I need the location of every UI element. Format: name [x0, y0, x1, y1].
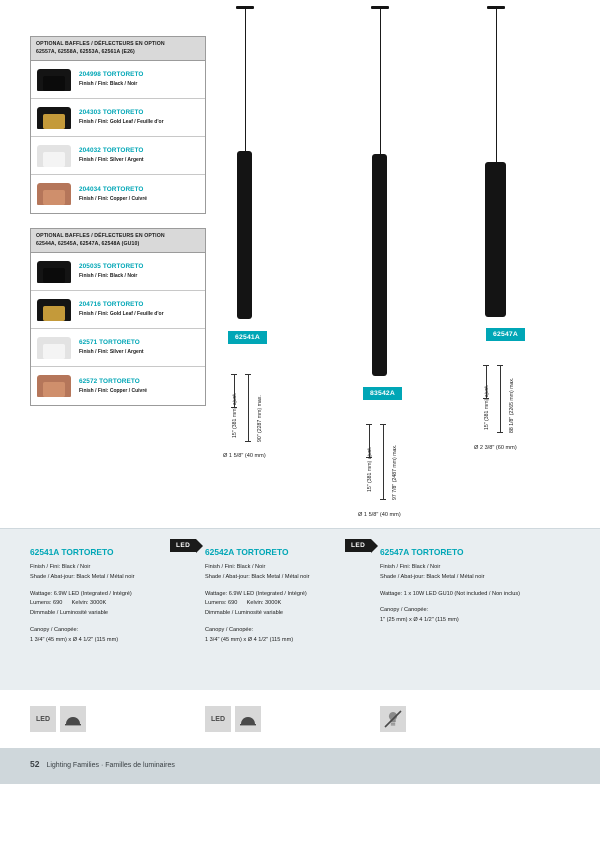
table-row	[31, 175, 205, 213]
table-row	[31, 137, 205, 175]
spec-lumens-kelvin: Lumens: 690 Kelvin: 3000K	[205, 600, 282, 607]
suspension-cord	[380, 9, 381, 154]
spec-finish: Finish / Fini: Black / Noir	[30, 564, 91, 570]
lamp-cylinder	[237, 151, 252, 319]
baffle-swatch	[37, 337, 71, 359]
led-icon-label: LED	[205, 706, 231, 732]
baffle-code: 204032 TORTORETO	[79, 147, 144, 155]
spec-shade: Shade / Abat-jour: Black Metal / Métal noir	[380, 573, 485, 580]
table-header-line1: OPTIONAL BAFFLES / DÉFLECTEURS EN OPTION	[36, 41, 165, 47]
dimension-tick	[497, 432, 503, 433]
spec-block-62547a	[380, 547, 570, 626]
optional-baffles-table-e26	[30, 36, 206, 214]
table-header-line2: 62557A, 62558A, 62553A, 62561A (E26)	[36, 48, 135, 55]
baffle-code: 204303 TORTORETO	[79, 109, 144, 117]
adjustable-dimension-label: 15" (381 mm) ajust.	[367, 446, 373, 492]
table-row	[31, 367, 205, 405]
baffle-finish: Finish / Fini: Copper / Cuivré	[79, 387, 148, 394]
baffle-finish: Finish / Fini: Silver / Argent	[79, 157, 144, 164]
baffle-swatch	[37, 261, 71, 283]
led-icon-label: LED	[30, 706, 56, 732]
dimension-line	[383, 424, 384, 500]
specification-band	[0, 528, 600, 690]
baffle-swatch	[37, 375, 71, 397]
height-dimension-label: 97 7/8" (2487 mm) max.	[392, 444, 398, 500]
spec-block-62542a	[205, 547, 370, 645]
dimension-tick	[483, 365, 489, 366]
spec-shade: Shade / Abat-jour: Black Metal / Métal noir	[205, 573, 310, 580]
spec-wattage: Wattage: 6.9W LED (Integrated / Intégré)	[205, 590, 307, 597]
icon-group-1	[30, 706, 86, 732]
spec-dimmable: Dimmable / Luminosité variable	[205, 610, 284, 617]
height-dimension-label: 90" (2287 mm) max.	[257, 395, 263, 442]
dimmable-dome-icon	[60, 706, 86, 732]
spec-canopy-label: Canopy / Canopée:	[30, 626, 79, 633]
spec-wattage: Wattage: 6.9W LED (Integrated / Intégré)	[30, 590, 132, 597]
spec-wattage: Wattage: 1 x 10W LED GU10 (Not included / Non inclus)	[380, 590, 521, 597]
icon-group-3	[380, 706, 406, 732]
table-row	[31, 99, 205, 137]
footer-caption: Lighting Families · Familles de luminaires	[46, 762, 175, 769]
baffle-code: 62571 TORTORETO	[79, 339, 140, 347]
page-number: 52	[30, 759, 40, 769]
baffle-finish: Finish / Fini: Gold Leaf / Feuille d'or	[79, 119, 164, 126]
table-row	[31, 61, 205, 99]
baffle-finish: Finish / Fini: Black / Noir	[79, 81, 138, 88]
spec-canopy-label: Canopy / Canopée:	[205, 626, 254, 633]
spec-finish: Finish / Fini: Black / Noir	[380, 564, 441, 570]
baffle-code: 204034 TORTORETO	[79, 185, 144, 193]
adjustable-dimension-label: 15" (381 mm) ajust.	[484, 384, 490, 430]
baffle-swatch	[37, 299, 71, 321]
diameter-label: Ø 2 3/8" (60 mm)	[474, 445, 517, 451]
table-header-line1: OPTIONAL BAFFLES / DÉFLECTEURS EN OPTION	[36, 233, 165, 239]
baffle-code: 62572 TORTORETO	[79, 377, 140, 385]
spec-title: 62547A TORTORETO	[380, 547, 464, 557]
baffle-code: 205035 TORTORETO	[79, 263, 144, 271]
spec-block-62541a	[30, 547, 190, 645]
optional-baffles-table-gu10	[30, 228, 206, 406]
spec-canopy-label: Canopy / Canopée:	[380, 607, 429, 614]
dimension-line	[248, 374, 249, 442]
suspension-cord	[245, 9, 246, 151]
spec-shade: Shade / Abat-jour: Black Metal / Métal noir	[30, 573, 135, 580]
diameter-label: Ø 1 5/8" (40 mm)	[358, 512, 401, 518]
suspension-cord	[496, 9, 497, 162]
dimmable-dome-icon	[235, 706, 261, 732]
icon-group-2	[205, 706, 261, 732]
baffle-swatch	[37, 145, 71, 167]
adjustable-dimension-label: 15" (381 mm) ajust.	[232, 392, 238, 438]
table-row	[31, 291, 205, 329]
page-bottom-margin	[0, 784, 600, 848]
spec-dimmable: Dimmable / Luminosité variable	[30, 610, 109, 617]
led-flag-1: LED	[170, 539, 196, 552]
dimension-tick	[380, 424, 386, 425]
dimension-tick	[231, 374, 237, 375]
table-header	[31, 37, 205, 61]
baffle-swatch	[37, 107, 71, 129]
baffle-finish: Finish / Fini: Black / Noir	[79, 273, 138, 280]
spec-canopy-value: 1" (25 mm) x Ø 4 1/2" (115 mm)	[380, 617, 459, 624]
dimension-line	[500, 365, 501, 433]
dimension-tick	[497, 365, 503, 366]
dimension-tick	[245, 374, 251, 375]
baffle-code: 204998 TORTORETO	[79, 71, 144, 79]
spec-title: 62541A TORTORETO	[30, 547, 114, 557]
spec-lumens-kelvin: Lumens: 690 Kelvin: 3000K	[30, 600, 107, 607]
led-flag-2: LED	[345, 539, 371, 552]
bulb-not-included-icon	[380, 706, 406, 732]
spec-canopy-value: 1 3/4" (45 mm) x Ø 4 1/2" (115 mm)	[30, 636, 119, 643]
baffle-finish: Finish / Fini: Copper / Cuivré	[79, 195, 148, 202]
footer-text-wrap	[30, 759, 175, 769]
table-header-line2: 62544A, 62545A, 62547A, 62548A (GU10)	[36, 240, 140, 247]
product-code-badge: 62541A	[228, 331, 267, 344]
spec-finish: Finish / Fini: Black / Noir	[205, 564, 266, 570]
table-row	[31, 253, 205, 291]
dimension-tick	[245, 441, 251, 442]
baffle-swatch	[37, 69, 71, 91]
dimension-tick	[366, 424, 372, 425]
spec-canopy-value: 1 3/4" (45 mm) x Ø 4 1/2" (115 mm)	[205, 636, 294, 643]
product-code-badge: 62547A	[486, 328, 525, 341]
spec-title: 62542A TORTORETO	[205, 547, 289, 557]
diameter-label: Ø 1 5/8" (40 mm)	[223, 453, 266, 459]
lamp-cylinder	[372, 154, 387, 376]
page-footer	[0, 748, 600, 784]
baffle-code: 204716 TORTORETO	[79, 301, 144, 309]
lamp-cylinder	[485, 162, 506, 317]
product-code-badge: 83542A	[363, 387, 402, 400]
baffle-swatch	[37, 183, 71, 205]
baffle-finish: Finish / Fini: Silver / Argent	[79, 349, 144, 356]
height-dimension-label: 88 1/8" (2265 mm) max.	[509, 377, 515, 433]
baffle-finish: Finish / Fini: Gold Leaf / Feuille d'or	[79, 311, 164, 318]
table-header	[31, 229, 205, 253]
dimension-tick	[380, 499, 386, 500]
icon-band	[0, 690, 600, 748]
table-row	[31, 329, 205, 367]
